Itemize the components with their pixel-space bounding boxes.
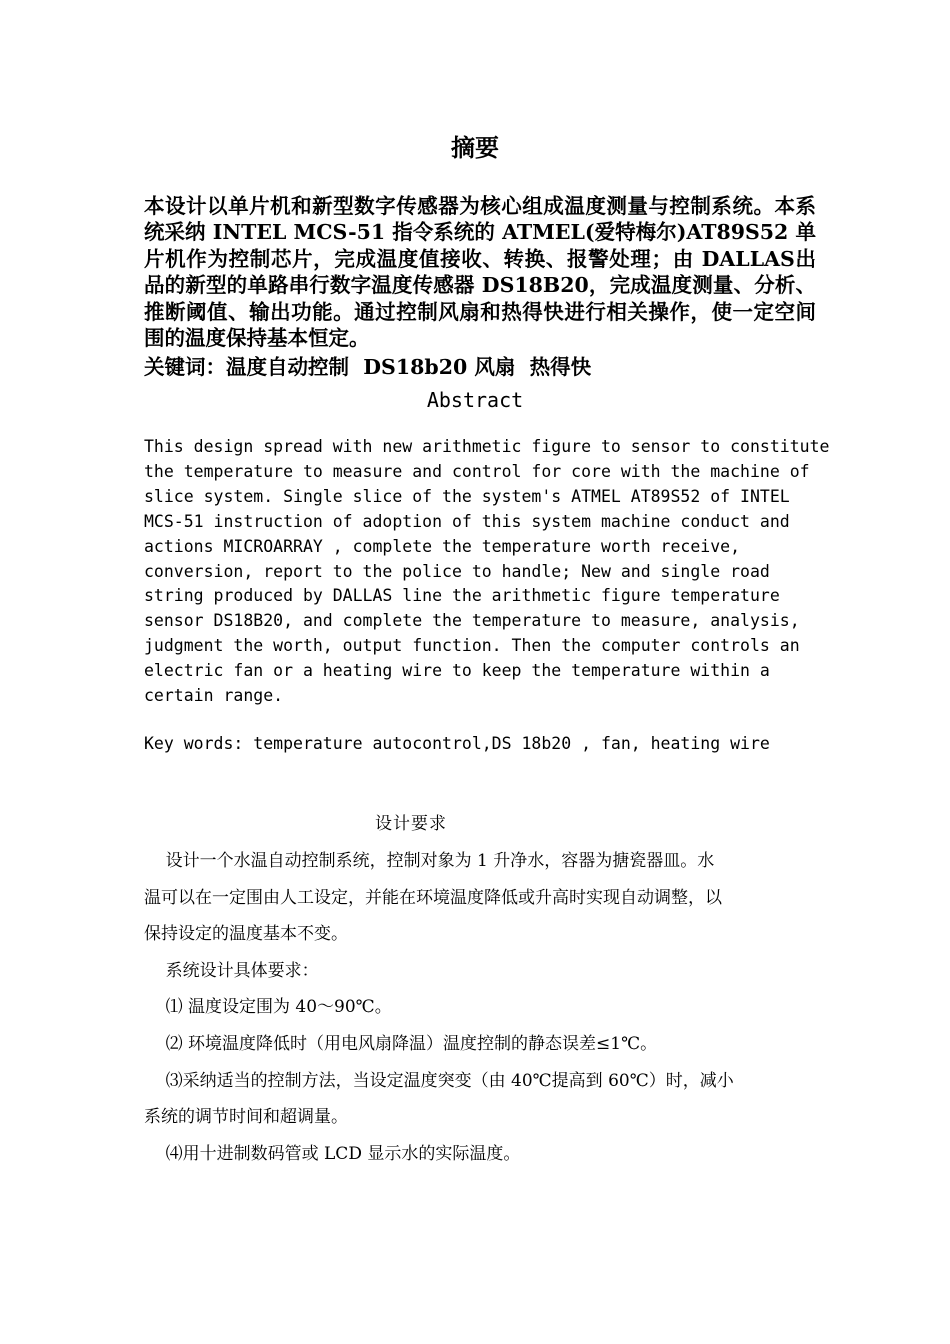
chinese-abstract-line: 本系统采纳 INTEL MCS-51 指令系统的 ATMEL(爱特梅尔)AT89S52 单: [144, 194, 817, 245]
english-abstract-line: judgment the worth, output function. Then the computer controls an: [144, 636, 800, 656]
chinese-abstract-body: [144, 193, 816, 351]
english-abstract-line: This design spread with new arithmetic figure to sensor to constitute: [144, 437, 830, 456]
english-abstract-line: string produced by DALLAS line the arithmetic figure temperature: [144, 586, 780, 606]
english-abstract-body: [144, 435, 830, 709]
chinese-abstract-line: 使一定空间围的温度保持基本恒定。: [144, 299, 817, 351]
chinese-abstract-line: 本设计以单片机和新型数字传感器为核心组成温度测量与控制系统。: [144, 194, 775, 218]
chinese-abstract-title: 摘要: [451, 133, 499, 162]
english-abstract-line: the temperature to measure and control for core with the machine of: [144, 461, 810, 481]
requirements-line: 系统设计具体要求：: [144, 960, 319, 981]
requirements-line: 保持设定的温度基本不变。: [144, 924, 348, 945]
english-abstract-line: actions MICROARRAY , complete the temperature worth receive,: [144, 536, 741, 556]
chinese-abstract-line: 片机作为控制芯片，完成温度值接收、转换、报警处理；由 DALLAS: [144, 246, 795, 271]
chinese-abstract-line: 分析、推断阈值、输出功能。通过控制风扇和热得快进行相关操作，: [144, 273, 817, 324]
chinese-keywords: 关键词：温度自动控制 DS18b20 风扇 热得快: [144, 355, 592, 379]
requirements-body: [144, 843, 816, 1172]
requirements-line: ⑴ 温度设定围为 40～90℃。: [144, 997, 392, 1018]
requirements-line: 温可以在一定围由人工设定，并能在环境温度降低或升高时实现自动调整，以: [144, 887, 722, 908]
english-abstract-line: conversion, report to the police to handle; New and single road: [144, 561, 770, 581]
requirements-line: ⑵ 环境温度降低时（用电风扇降温）温度控制的静态误差≤1℃。: [144, 1033, 658, 1054]
requirements-line: ⑷用十进制数码管或 LCD 显示水的实际温度。: [144, 1143, 521, 1164]
english-abstract-line: MCS-51 instruction of adoption of this system machine conduct and: [144, 511, 790, 531]
requirements-line: 设计一个水温自动控制系统，控制对象为 1 升净水，容器为搪瓷器皿。水: [144, 851, 715, 871]
english-keywords: Key words: temperature autocontrol,DS 18b20 , fan, heating wire: [144, 734, 770, 753]
requirements-line: 系统的调节时间和超调量。: [144, 1107, 348, 1128]
english-abstract-line: slice system. Single slice of the system's ATMEL AT89S52 of INTEL: [144, 486, 790, 506]
requirements-line: ⑶采纳适当的控制方法，当设定温度突变（由 40℃提高到 60℃）时，减小: [144, 1070, 734, 1091]
english-abstract-line: certain range.: [144, 686, 284, 706]
chinese-abstract-line: 出品的新型的单路串行数字温度传感器 DS18B20，完成温度测量、: [144, 246, 817, 298]
english-abstract-line: electric fan or a heating wire to keep the temperature within a: [144, 661, 770, 681]
english-abstract-title: Abstract: [426, 388, 524, 412]
requirements-title: 设计要求: [375, 814, 447, 834]
english-abstract-line: sensor DS18B20, and complete the temperature to measure, analysis,: [144, 611, 800, 631]
